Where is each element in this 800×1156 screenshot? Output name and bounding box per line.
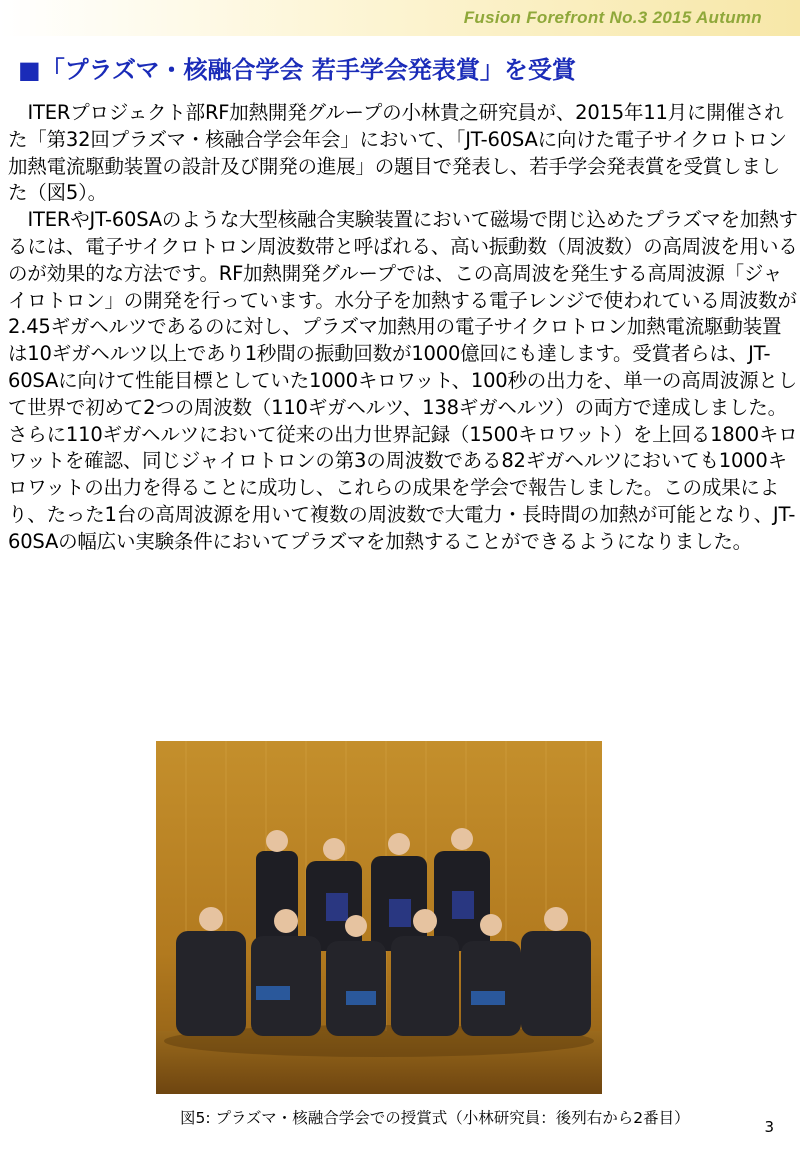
title-marker-icon: ■: [18, 56, 41, 84]
paragraph-2: ITERやJT-60SAのような大型核融合実験装置において磁場で閉じ込めたプラズマを加熱するには、電子サイクロトロン周波数帯と呼ばれる、高い振動数（周波数）の高周波を用いるのが効果的な方法です。RF加熱開発グループでは、この高周波を発生する高周波源「ジャイロトロン」の開発を行っています。水分子を加熱する電子レンジで使われている周波数が2.45ギガヘルツであるのに対し、プラズマ加熱用の電子サイクロトロン加熱電流駆動装置は10ギガヘルツ以上であり1秒間の振動回数が1000億回にも達します。受賞者らは、JT-60SAに向けて性能目標としていた1000キロワット、100秒の出力を、単一の高周波源として世界で初めて2つの周波数（110ギガヘルツ、138ギガヘルツ）の両方で達成しました。さらに110ギガヘルツにおいて従来の出力世界記録（1500キロワット）を上回る1800キロワットを確認、同じジャイロトロンの第3の周波数である82ギガヘルツにおいても1000キロワットの出力を得ることに成功し、これらの成果を学会で報告しました。この成果により、たった1台の高周波源を用いて複数の周波数で大電力・長時間の加熱が可能となり、JT-60SAの幅広い実験条件においてプラズマを加熱することができるようになりました。: [8, 208, 798, 553]
header-band: [0, 0, 800, 36]
header-text: Fusion Forefront No.3 2015 Autumn: [463, 8, 762, 27]
page-number: 3: [764, 1118, 774, 1136]
award-ceremony-photo: [156, 741, 602, 1094]
article-title: [18, 50, 576, 85]
article-title-text: 「プラズマ・核融合学会 若手学会発表賞」を受賞: [40, 56, 576, 84]
article-body: [8, 100, 798, 556]
figure-caption: 図5: プラズマ・核融合学会での授賞式（小林研究員：後列右から2番目）: [180, 1109, 690, 1127]
paragraph-1: ITERプロジェクト部RF加熱開発グループの小林貴之研究員が、2015年11月に開催された「第32回プラズマ・核融合学会年会」において、「JT-60SAに向けた電子サイクロトロン加熱電流駆動装置の設計及び開発の進展」の題目で発表し、若手学会発表賞を受賞しました（図5）。: [8, 101, 787, 205]
photo-illustration: [156, 741, 602, 1094]
